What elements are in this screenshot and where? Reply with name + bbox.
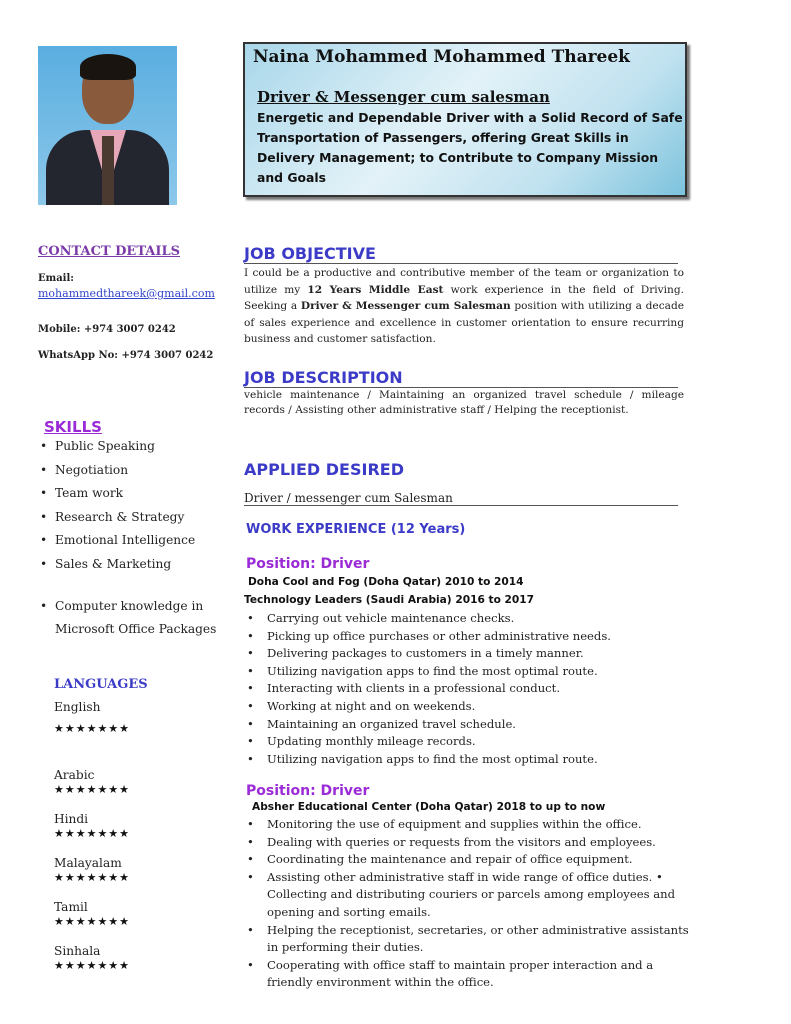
job-description-text: vehicle maintenance / Maintaining an organized travel schedule / mileage records / Assisting other administrative staff / Helping the receptionist. <box>244 389 684 416</box>
duty-item: • Picking up office purchases or other administrative needs. <box>244 628 694 646</box>
position-title: Position: Driver <box>246 556 370 572</box>
skills-list <box>38 435 228 642</box>
duty-item: • Dealing with queries or requests from the visitors and employees. <box>244 834 692 852</box>
email-label: Email: <box>38 273 74 284</box>
duties-list <box>244 816 692 992</box>
duty-item: • Utilizing navigation apps to find the most optimal route. <box>244 663 694 681</box>
mobile-number: Mobile: +974 3007 0242 <box>38 324 176 335</box>
candidate-role: Driver & Messenger cum salesman <box>257 88 550 106</box>
language-rating: ★★★★★★★ <box>54 959 131 972</box>
objective-highlight: 12 Years Middle East <box>307 283 444 296</box>
whatsapp-number: WhatsApp No: +974 3007 0242 <box>38 350 214 361</box>
duty-item: • Carrying out vehicle maintenance checks. <box>244 610 694 628</box>
email-link[interactable]: mohammedthareek@gmail.com <box>38 287 215 300</box>
profile-summary: Energetic and Dependable Driver with a Solid Record of Safe Transportation of Passengers, offering Great Skills in Delivery Management; to Contribute to Company Mission and Goals <box>257 110 683 185</box>
language-name: Tamil <box>54 900 88 914</box>
duty-item: • Cooperating with office staff to maintain proper interaction and a friendly environment within the office. <box>244 957 692 992</box>
skill-item: • Computer knowledge in Microsoft Office Packages <box>38 595 228 642</box>
work-experience-title: WORK EXPERIENCE (12 Years) <box>246 522 466 537</box>
job-description-title: JOB DESCRIPTION <box>244 368 678 388</box>
company-entry: Doha Cool and Fog (Doha Qatar) 2010 to 2014 <box>248 576 524 588</box>
company-entry: Absher Educational Center (Doha Qatar) 2018 to up to now <box>252 801 606 813</box>
objective-text: I could be a productive and contributive member of the team or organization to utilize my <box>244 267 684 296</box>
language-rating: ★★★★★★★ <box>54 915 131 928</box>
duties-list <box>244 610 694 768</box>
language-name: Sinhala <box>54 944 101 958</box>
profile-photo <box>38 46 177 205</box>
language-rating: ★★★★★★★ <box>54 871 131 884</box>
language-name: Malayalam <box>54 856 122 870</box>
language-name: English <box>54 700 101 714</box>
skills-title: SKILLS <box>44 418 102 436</box>
duty-item: • Monitoring the use of equipment and supplies within the office. <box>244 816 692 834</box>
company-entry: Technology Leaders (Saudi Arabia) 2016 to 2017 <box>244 594 535 606</box>
duty-item: • Coordinating the maintenance and repair of office equipment. <box>244 851 692 869</box>
duty-item: • Utilizing navigation apps to find the most optimal route. <box>244 751 694 769</box>
skill-item: • Public Speaking <box>38 435 228 459</box>
duty-item: • Assisting other administrative staff in wide range of office duties. • Collecting and distributing couriers or parcels among employees and opening and sorting emails. <box>244 869 692 922</box>
header-box <box>243 42 687 197</box>
contact-title: CONTACT DETAILS <box>38 244 180 259</box>
skill-item: • Team work <box>38 482 228 506</box>
skill-item: • Emotional Intelligence <box>38 529 228 553</box>
skill-item: • Sales & Marketing <box>38 553 228 577</box>
language-rating: ★★★★★★★ <box>54 827 131 840</box>
job-objective-title: JOB OBJECTIVE <box>244 244 678 264</box>
applied-desired-title: APPLIED DESIRED <box>244 460 404 479</box>
duty-item: • Helping the receptionist, secretaries, or other administrative assistants in performing their duties. <box>244 922 692 957</box>
language-name: Arabic <box>54 768 95 782</box>
objective-text: position with utilizing a decade of sales experience and excellence in customer orientation to ensure recurring business and customer satisfaction. <box>244 300 684 345</box>
objective-highlight: Driver & Messenger cum Salesman <box>300 300 511 312</box>
language-rating: ★★★★★★★ <box>54 783 131 796</box>
job-objective-text <box>244 265 684 348</box>
skill-item: • Research & Strategy <box>38 506 228 530</box>
language-name: Hindi <box>54 812 89 826</box>
languages-title: LANGUAGES <box>54 677 148 692</box>
skill-item: • Negotiation <box>38 459 228 483</box>
duty-item: • Delivering packages to customers in a timely manner. <box>244 645 694 663</box>
position-title: Position: Driver <box>246 783 370 799</box>
language-rating: ★★★★★★★ <box>54 722 131 735</box>
duty-item: • Updating monthly mileage records. <box>244 733 694 751</box>
objective-text: work experience in the field of Driving. Seeking a <box>244 283 684 312</box>
candidate-name: Naina Mohammed Mohammed Thareek <box>253 47 630 67</box>
applied-desired-text: Driver / messenger cum Salesman <box>244 491 678 506</box>
duty-item: • Maintaining an organized travel schedule. <box>244 716 694 734</box>
duty-item: • Working at night and on weekends. <box>244 698 694 716</box>
duty-item: • Interacting with clients in a professional conduct. <box>244 680 694 698</box>
